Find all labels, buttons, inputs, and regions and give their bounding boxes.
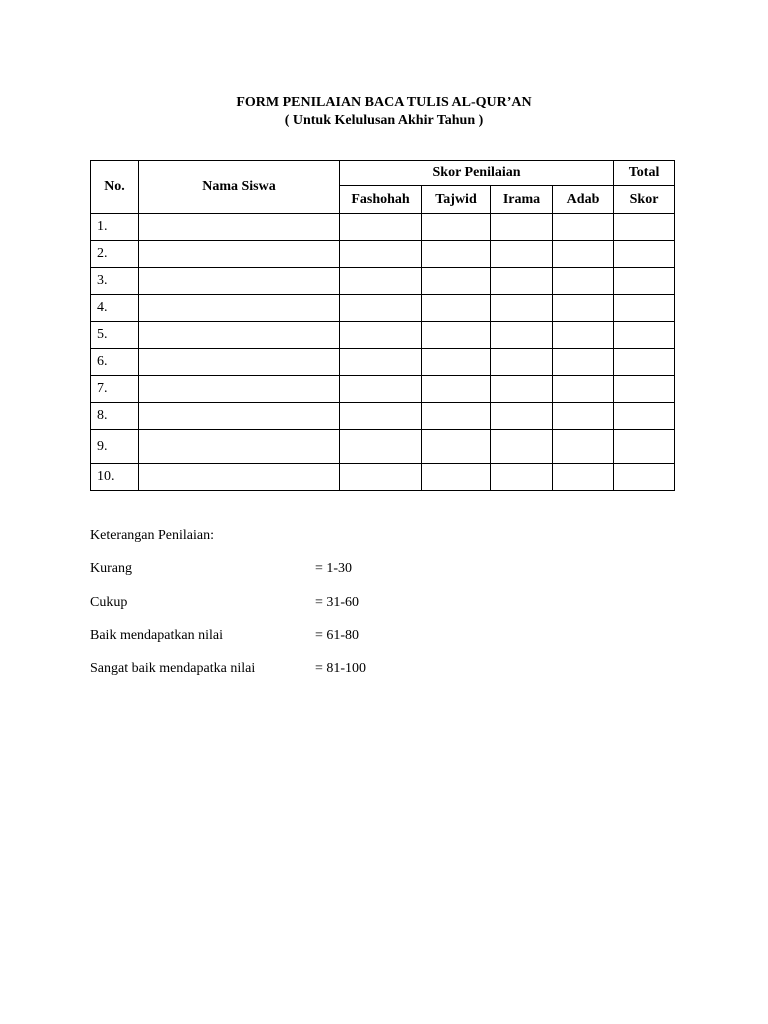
assessment-table bbox=[90, 160, 675, 491]
row-number: 10. bbox=[91, 464, 139, 491]
legend-label-kurang: Kurang bbox=[90, 561, 132, 576]
table-row bbox=[91, 464, 675, 491]
total-score-cell bbox=[614, 268, 675, 295]
student-name-cell bbox=[139, 376, 340, 403]
adab-cell bbox=[553, 268, 614, 295]
table-row bbox=[91, 214, 675, 241]
legend-value-kurang: = 1-30 bbox=[315, 561, 353, 576]
total-score-cell bbox=[614, 376, 675, 403]
total-score-cell bbox=[614, 349, 675, 376]
total-score-cell bbox=[614, 295, 675, 322]
adab-cell bbox=[553, 322, 614, 349]
adab-cell bbox=[553, 430, 614, 464]
header-row-1 bbox=[91, 161, 675, 186]
tajwid-cell bbox=[422, 376, 491, 403]
legend-value-sangat-baik: = 81-100 bbox=[315, 661, 367, 676]
tajwid-cell bbox=[422, 322, 491, 349]
fashohah-cell bbox=[340, 430, 422, 464]
student-name-cell bbox=[139, 430, 340, 464]
tajwid-cell bbox=[422, 403, 491, 430]
row-number: 5. bbox=[91, 322, 139, 349]
fashohah-cell bbox=[340, 376, 422, 403]
irama-cell bbox=[491, 322, 553, 349]
tajwid-cell bbox=[422, 430, 491, 464]
tajwid-cell bbox=[422, 241, 491, 268]
irama-cell bbox=[491, 349, 553, 376]
legend-value-cukup: = 31-60 bbox=[315, 595, 360, 610]
total-score-cell bbox=[614, 214, 675, 241]
table-row bbox=[91, 349, 675, 376]
irama-cell bbox=[491, 241, 553, 268]
tajwid-cell bbox=[422, 349, 491, 376]
adab-cell bbox=[553, 403, 614, 430]
row-number: 6. bbox=[91, 349, 139, 376]
tajwid-cell bbox=[422, 214, 491, 241]
fashohah-cell bbox=[340, 241, 422, 268]
header-score: Skor bbox=[614, 186, 675, 214]
legend-label-sangat-baik: Sangat baik mendapatka nilai bbox=[90, 661, 256, 676]
table-row bbox=[91, 376, 675, 403]
adab-cell bbox=[553, 214, 614, 241]
header-no: No. bbox=[91, 161, 139, 214]
irama-cell bbox=[491, 376, 553, 403]
adab-cell bbox=[553, 376, 614, 403]
row-number: 3. bbox=[91, 268, 139, 295]
row-number: 2. bbox=[91, 241, 139, 268]
header-student-name: Nama Siswa bbox=[139, 161, 340, 214]
fashohah-cell bbox=[340, 295, 422, 322]
row-number: 4. bbox=[91, 295, 139, 322]
student-name-cell bbox=[139, 464, 340, 491]
row-number: 7. bbox=[91, 376, 139, 403]
table-row bbox=[91, 322, 675, 349]
table-row bbox=[91, 295, 675, 322]
legend-value-baik: = 61-80 bbox=[315, 628, 360, 643]
irama-cell bbox=[491, 268, 553, 295]
adab-cell bbox=[553, 241, 614, 268]
header-tajwid: Tajwid bbox=[422, 186, 491, 214]
row-number: 1. bbox=[91, 214, 139, 241]
fashohah-cell bbox=[340, 214, 422, 241]
adab-cell bbox=[553, 295, 614, 322]
header-total: Total bbox=[614, 161, 675, 186]
total-score-cell bbox=[614, 403, 675, 430]
irama-cell bbox=[491, 295, 553, 322]
header-irama: Irama bbox=[491, 186, 553, 214]
irama-cell bbox=[491, 430, 553, 464]
student-name-cell bbox=[139, 349, 340, 376]
irama-cell bbox=[491, 403, 553, 430]
fashohah-cell bbox=[340, 464, 422, 491]
form-title: FORM PENILAIAN BACA TULIS AL-QUR’AN bbox=[236, 95, 532, 110]
legend-heading: Keterangan Penilaian: bbox=[90, 528, 215, 543]
fashohah-cell bbox=[340, 403, 422, 430]
table-row bbox=[91, 268, 675, 295]
student-name-cell bbox=[139, 268, 340, 295]
irama-cell bbox=[491, 464, 553, 491]
fashohah-cell bbox=[340, 268, 422, 295]
total-score-cell bbox=[614, 241, 675, 268]
student-name-cell bbox=[139, 322, 340, 349]
total-score-cell bbox=[614, 430, 675, 464]
total-score-cell bbox=[614, 322, 675, 349]
table-row bbox=[91, 403, 675, 430]
tajwid-cell bbox=[422, 268, 491, 295]
adab-cell bbox=[553, 349, 614, 376]
row-number: 8. bbox=[91, 403, 139, 430]
total-score-cell bbox=[614, 464, 675, 491]
legend-label-baik: Baik mendapatkan nilai bbox=[90, 628, 223, 643]
header-fashohah: Fashohah bbox=[340, 186, 422, 214]
student-name-cell bbox=[139, 214, 340, 241]
table-row bbox=[91, 430, 675, 464]
form-subtitle: ( Untuk Kelulusan Akhir Tahun ) bbox=[284, 113, 484, 128]
row-number: 9. bbox=[91, 430, 139, 464]
irama-cell bbox=[491, 214, 553, 241]
legend-label-cukup: Cukup bbox=[90, 595, 128, 610]
fashohah-cell bbox=[340, 349, 422, 376]
header-score-group: Skor Penilaian bbox=[340, 161, 614, 186]
header-adab: Adab bbox=[553, 186, 614, 214]
student-name-cell bbox=[139, 241, 340, 268]
table-row bbox=[91, 241, 675, 268]
adab-cell bbox=[553, 464, 614, 491]
tajwid-cell bbox=[422, 464, 491, 491]
student-name-cell bbox=[139, 295, 340, 322]
tajwid-cell bbox=[422, 295, 491, 322]
fashohah-cell bbox=[340, 322, 422, 349]
student-name-cell bbox=[139, 403, 340, 430]
